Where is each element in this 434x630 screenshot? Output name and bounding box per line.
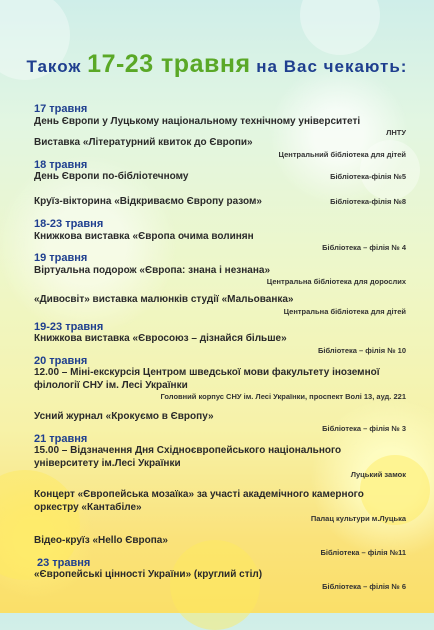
event-location: Бібліотека-філія №8 bbox=[330, 196, 406, 206]
event-title: 15.00 – Відзначення Дня Східноєвропейського національного університету ім.Лесі Українки bbox=[34, 445, 342, 469]
event-location: Бібліотека – філія №11 bbox=[320, 547, 406, 557]
event-date: 17 травня bbox=[34, 103, 88, 115]
title-prefix: Також bbox=[26, 57, 82, 76]
event-title: 12.00 – Міні-екскурсія Центром шведської мови факультету іноземної філології СНУ ім. Лесі Українки bbox=[34, 367, 380, 391]
event-location: ЛНТУ bbox=[386, 128, 406, 137]
event-item bbox=[34, 321, 406, 355]
event-location: Бібліотека – філія № 3 bbox=[322, 423, 406, 433]
event-title: Відео-круїз «Hello Європа» bbox=[34, 535, 168, 546]
event-title: Книжкова виставка «Євросоюз – дізнайся більше» bbox=[34, 333, 287, 344]
event-location: Палац культури м.Луцька bbox=[310, 514, 406, 523]
event-date: 18-23 травня bbox=[34, 218, 104, 230]
event-date: 18 травня bbox=[34, 158, 88, 171]
event-location: Центральна бібліотека для дорослих bbox=[266, 277, 406, 286]
event-item bbox=[34, 433, 406, 480]
event-location: Бібліотека – філія № 10 bbox=[317, 345, 406, 355]
event-title: Усний журнал «Крокуємо в Європу» bbox=[34, 411, 214, 422]
event-title: Віртуальна подорож «Європа: знана і незнана» bbox=[34, 264, 271, 276]
event-item bbox=[34, 159, 406, 184]
event-date: 20 травня bbox=[34, 354, 88, 367]
event-title: День Європи по-бібліотечному bbox=[34, 171, 189, 182]
event-item bbox=[34, 535, 406, 557]
event-location: Луцький замок bbox=[350, 470, 406, 479]
bokeh-light bbox=[300, 0, 380, 55]
event-date: 19 травня bbox=[34, 252, 88, 264]
event-location: Центральна бібліотека для дітей bbox=[283, 306, 406, 316]
event-location: Головний корпус СНУ ім. Лесі Українки, проспект Волі 13, ауд. 221 bbox=[160, 392, 406, 401]
event-item bbox=[34, 411, 406, 433]
event-item bbox=[34, 137, 406, 159]
event-date: 23 травня bbox=[37, 556, 91, 569]
event-item bbox=[34, 489, 406, 523]
event-title: Концерт «Європейська мозаїка» за участі академічного камерного оркестру «Кантабіле» bbox=[34, 489, 364, 513]
event-location: Бібліотека – філія № 4 bbox=[322, 243, 406, 252]
title-dates: 17-23 травня bbox=[87, 50, 251, 78]
event-item bbox=[34, 294, 406, 316]
event-title: «Європейські цінності України» (круглий стіл) bbox=[34, 569, 263, 580]
event-location: Бібліотека – філія № 6 bbox=[322, 581, 406, 591]
event-location: Бібліотека-філія №5 bbox=[330, 172, 406, 181]
event-item bbox=[34, 355, 406, 402]
event-item bbox=[34, 196, 406, 209]
event-date: 21 травня bbox=[34, 432, 88, 445]
event-item bbox=[34, 218, 406, 252]
event-list bbox=[34, 103, 406, 591]
event-item bbox=[34, 103, 406, 137]
page-title bbox=[0, 50, 434, 79]
event-location: Центральний бібліотека для дітей bbox=[278, 149, 406, 159]
event-title: «Дивосвіт» виставка малюнків студії «Мальованка» bbox=[34, 294, 294, 305]
event-date: 19-23 травня bbox=[34, 320, 104, 333]
event-item bbox=[34, 252, 406, 286]
event-title: Виставка «Літературний квиток до Європи» bbox=[34, 137, 253, 148]
event-item bbox=[34, 557, 406, 591]
title-suffix: на Вас чекають: bbox=[256, 57, 408, 76]
event-title: Круїз-вікторина «Відкриваємо Європу разом» bbox=[34, 195, 262, 207]
event-title: Книжкова виставка «Європа очима волинян bbox=[34, 230, 254, 242]
event-title: День Європи у Луцькому національному технічному університеті bbox=[34, 115, 361, 127]
